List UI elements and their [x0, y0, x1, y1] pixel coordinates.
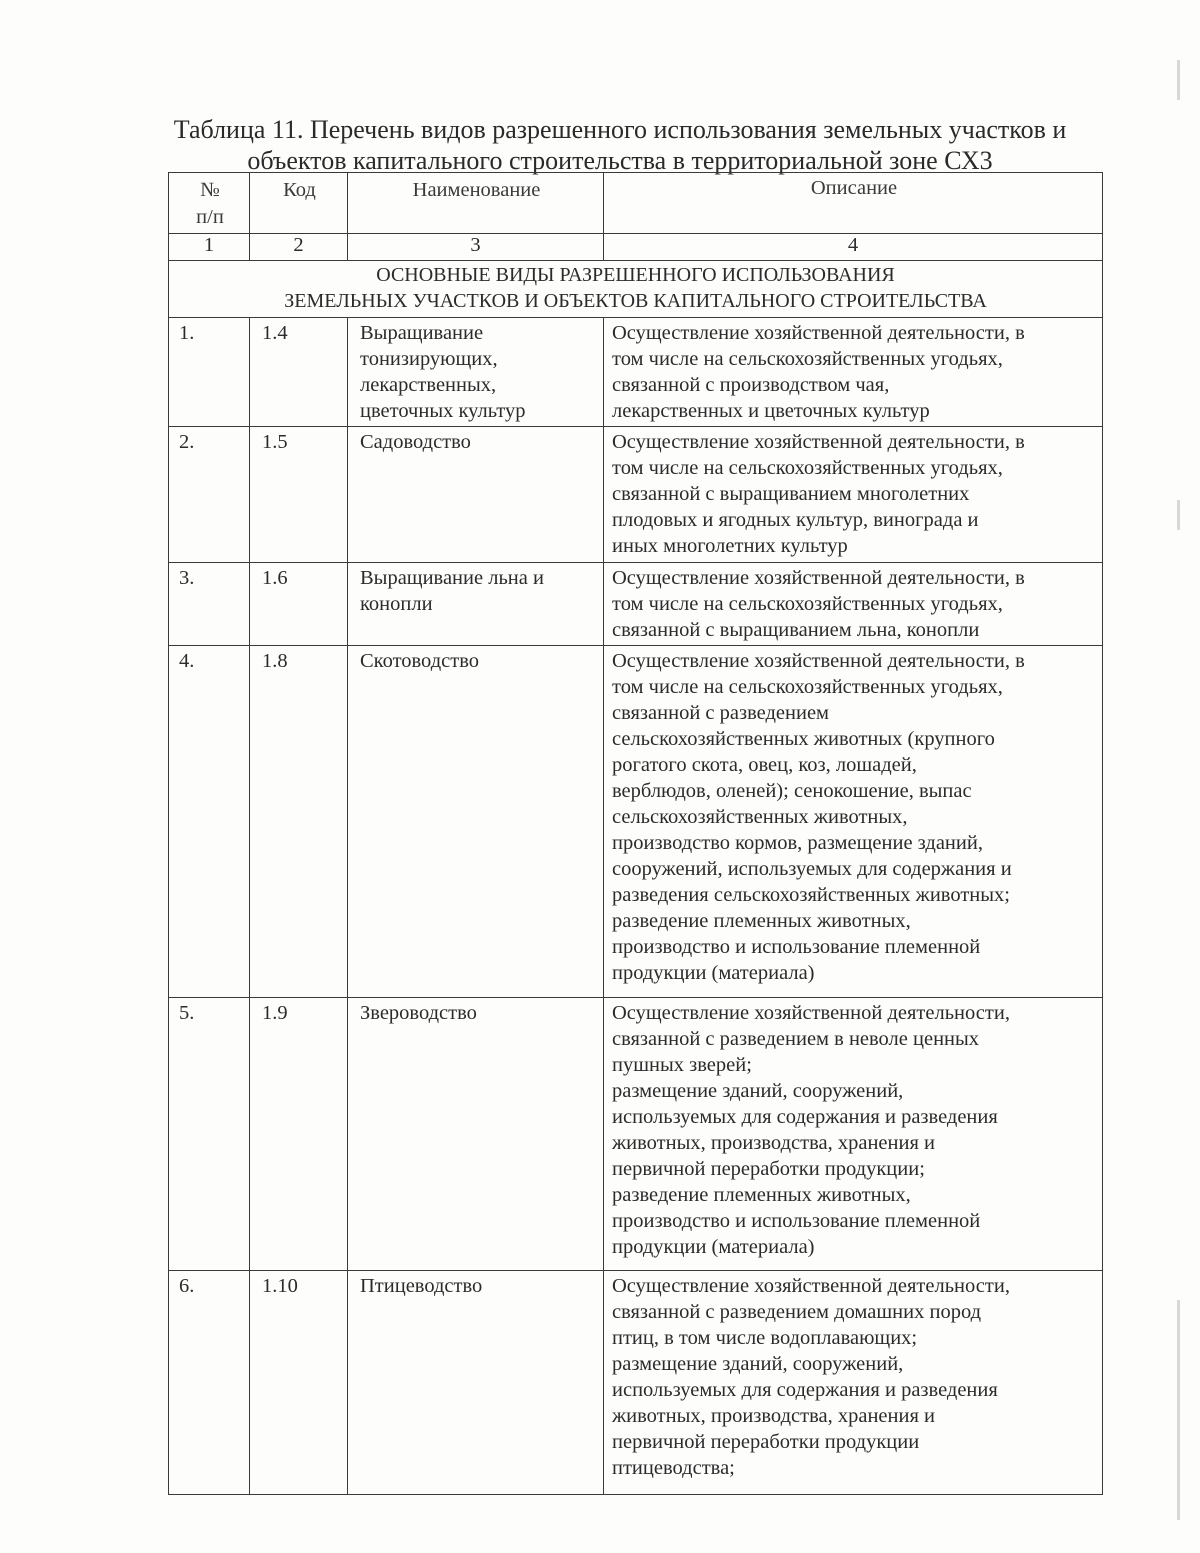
row-description: Осуществление хозяйственной деятельности, в том числе на сельскохозяйственных угодьях, связанной с разведением сельскохозяйственных животных (крупного рогатого скота, овец, коз, лошадей, верблюдов, оленей); сенокошение, выпас сельскохозяйственных животных, производство кормов, размещение зданий, сооружений, используемых для содержания и разведения сельскохозяйственных животных; разведение племенных животных, производство и использование племенной продукции (материала): [604, 646, 1103, 998]
row-number: 6.: [169, 1271, 250, 1495]
section-heading-row: [169, 261, 1103, 318]
table-row: [169, 646, 1103, 998]
column-number-row: [169, 234, 1103, 261]
table-row: [169, 998, 1103, 1271]
page-title: [120, 114, 1120, 176]
table-row: [169, 318, 1103, 427]
section-heading: ОСНОВНЫЕ ВИДЫ РАЗРЕШЕННОГО ИСПОЛЬЗОВАНИЯ ЗЕМЕЛЬНЫХ УЧАСТКОВ И ОБЪЕКТОВ КАПИТАЛЬНОГО СТРОИТЕЛЬСТВА: [169, 261, 1103, 318]
title-line-1: Таблица 11. Перечень видов разрешенного использования земельных участков и: [173, 115, 1067, 144]
row-name: Садоводство: [348, 427, 604, 563]
column-number: 3: [348, 234, 604, 261]
column-number: 2: [250, 234, 348, 261]
row-number: 5.: [169, 998, 250, 1271]
column-number: 4: [604, 234, 1103, 261]
row-code: 1.8: [250, 646, 348, 998]
header-number: № п/п: [169, 173, 250, 234]
row-description: Осуществление хозяйственной деятельности, связанной с разведением домашних пород птиц, в том числе водоплавающих; размещение зданий, сооружений, используемых для содержания и разведения животных, производства, хранения и первичной переработки продукции птицеводства;: [604, 1271, 1103, 1495]
table-header-row: [169, 173, 1103, 234]
row-name: Выращивание льна и конопли: [348, 563, 604, 646]
row-description: Осуществление хозяйственной деятельности, в том числе на сельскохозяйственных угодьях, связанной с выращиванием льна, конопли: [604, 563, 1103, 646]
row-name: Птицеводство: [348, 1271, 604, 1495]
row-code: 1.5: [250, 427, 348, 563]
row-number: 1.: [169, 318, 250, 427]
scan-edge-mark: [1177, 500, 1180, 530]
row-description: Осуществление хозяйственной деятельности, связанной с разведением в неволе ценных пушных зверей; размещение зданий, сооружений, используемых для содержания и разведения животных, производства, хранения и первичной переработки продукции; разведение племенных животных, производство и использование племенной продукции (материала): [604, 998, 1103, 1271]
row-name: Скотоводство: [348, 646, 604, 998]
row-code: 1.9: [250, 998, 348, 1271]
row-number: 3.: [169, 563, 250, 646]
header-description: Описание: [604, 173, 1103, 234]
row-name: Звероводство: [348, 998, 604, 1271]
scan-edge-mark: [1177, 60, 1180, 100]
row-code: 1.10: [250, 1271, 348, 1495]
land-use-table: [168, 172, 1103, 1495]
table-row: [169, 563, 1103, 646]
scan-edge-mark: [1177, 1300, 1180, 1520]
title-line-2: объектов капитального строительства в территориальной зоне СХ3: [247, 146, 993, 175]
row-description: Осуществление хозяйственной деятельности, в том числе на сельскохозяйственных угодьях, связанной с выращиванием многолетних плодовых и ягодных культур, винограда и иных многолетних культур: [604, 427, 1103, 563]
row-code: 1.6: [250, 563, 348, 646]
column-number: 1: [169, 234, 250, 261]
row-description: Осуществление хозяйственной деятельности, в том числе на сельскохозяйственных угодьях, связанной с производством чая, лекарственных и цветочных культур: [604, 318, 1103, 427]
table-row: [169, 1271, 1103, 1495]
row-number: 2.: [169, 427, 250, 563]
row-number: 4.: [169, 646, 250, 998]
header-code: Код: [250, 173, 348, 234]
header-name: Наименование: [348, 173, 604, 234]
row-name: Выращивание тонизирующих, лекарственных, цветочных культур: [348, 318, 604, 427]
table-row: [169, 427, 1103, 563]
row-code: 1.4: [250, 318, 348, 427]
